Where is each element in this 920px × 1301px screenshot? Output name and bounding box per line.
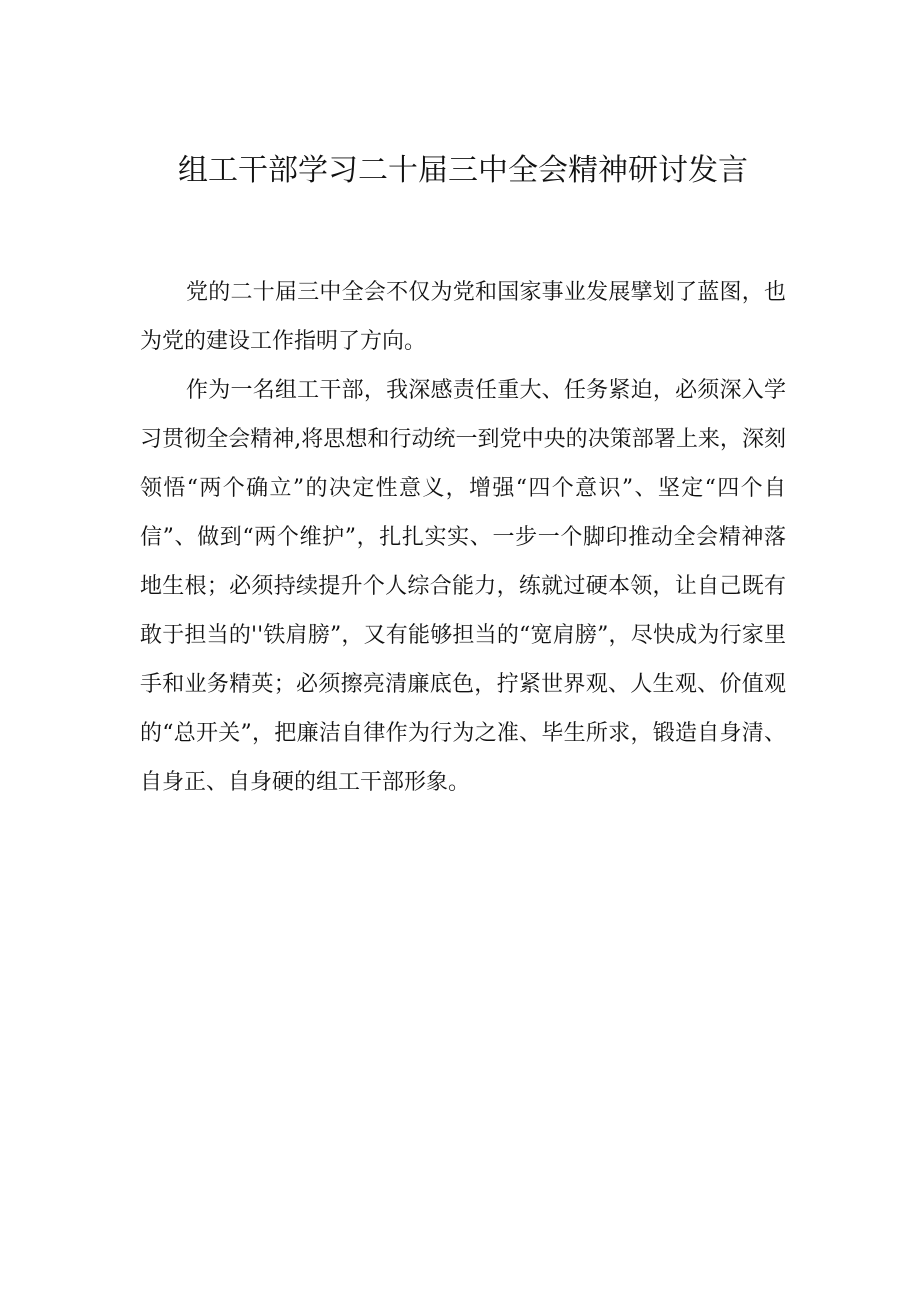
document-body xyxy=(140,268,786,807)
paragraph-2: 作为一名组工干部，我深感责任重大、任务紧迫，必须深入学习贯彻全会精神,将思想和行动统一到党中央的决策部署上来，深刻领悟“两个确立”的决定性意义，增强“四个意识”、坚定“四个自信”、做到“两个维护”，扎扎实实、一步一个脚印推动全会精神落地生根；必须持续提升个人综合能力，练就过硬本领，让自己既有敢于担当的''铁肩膀”，又有能够担当的“宽肩膀”，尽快成为行家里手和业务精英；必须擦亮清廉底色，拧紧世界观、人生观、价值观的“总开关”，把廉洁自律作为行为之准、毕生所求，锻造自身清、自身正、自身硬的组工干部形象。 xyxy=(140,378,786,795)
paragraph-1: 党的二十届三中全会不仅为党和国家事业发展擘划了蓝图，也为党的建设工作指明了方向。 xyxy=(140,280,786,354)
document-title: 组工干部学习二十届三中全会精神研讨发言 xyxy=(178,153,748,188)
